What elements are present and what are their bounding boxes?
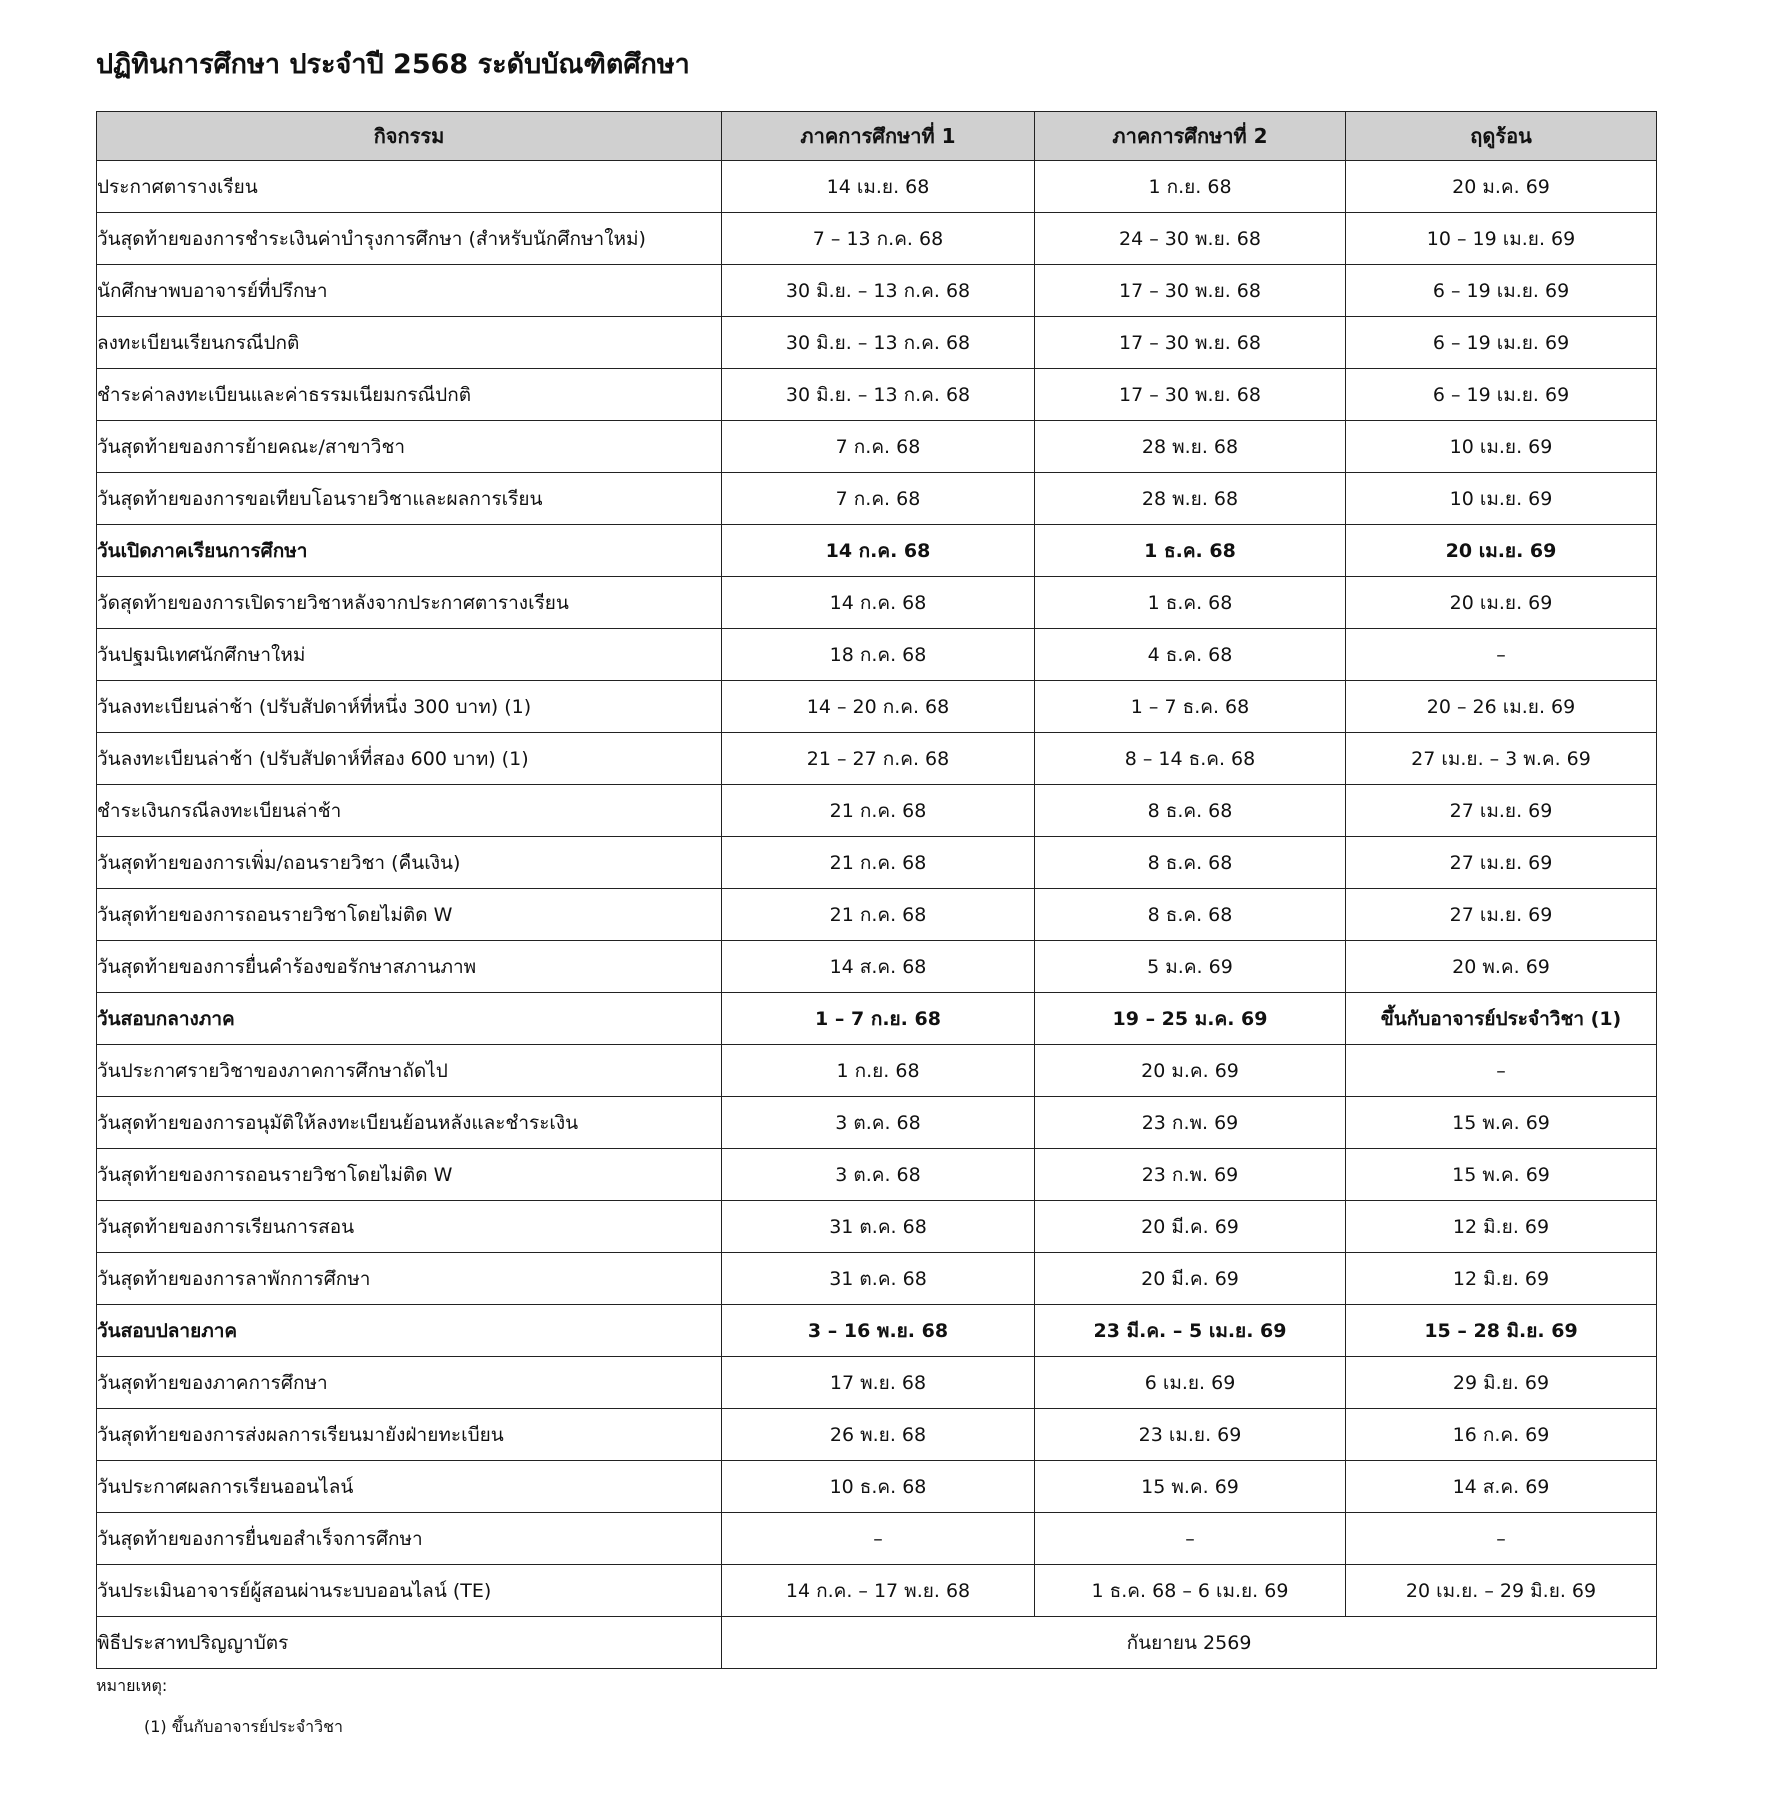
activity-cell: วันสุดท้ายของการส่งผลการเรียนมายังฝ่ายทะเบียน xyxy=(97,1409,722,1461)
semester-1-cell: 21 ก.ค. 68 xyxy=(722,785,1035,837)
table-row xyxy=(97,993,1657,1045)
table-row xyxy=(97,1045,1657,1097)
table-row xyxy=(97,629,1657,681)
column-header-summer: ฤดูร้อน xyxy=(1346,112,1657,161)
activity-cell: วันสุดท้ายของการยื่นขอสำเร็จการศึกษา xyxy=(97,1513,722,1565)
semester-1-cell: 26 พ.ย. 68 xyxy=(722,1409,1035,1461)
summer-cell: 27 เม.ย. – 3 พ.ค. 69 xyxy=(1346,733,1657,785)
summer-cell: 10 เม.ย. 69 xyxy=(1346,473,1657,525)
table-row xyxy=(97,1461,1657,1513)
activity-cell: วันสอบปลายภาค xyxy=(97,1305,722,1357)
semester-2-cell: – xyxy=(1035,1513,1346,1565)
summer-cell: 20 พ.ค. 69 xyxy=(1346,941,1657,993)
table-row xyxy=(97,1409,1657,1461)
semester-1-cell: 14 ก.ค. – 17 พ.ย. 68 xyxy=(722,1565,1035,1617)
semester-2-cell: 1 ธ.ค. 68 xyxy=(1035,525,1346,577)
table-row xyxy=(97,1201,1657,1253)
table-row xyxy=(97,317,1657,369)
table-row xyxy=(97,369,1657,421)
summer-cell: 6 – 19 เม.ย. 69 xyxy=(1346,369,1657,421)
semester-2-cell: 8 ธ.ค. 68 xyxy=(1035,837,1346,889)
summer-cell: 15 พ.ค. 69 xyxy=(1346,1097,1657,1149)
activity-cell: วันสุดท้ายของการย้ายคณะ/สาขาวิชา xyxy=(97,421,722,473)
summer-cell: 20 ม.ค. 69 xyxy=(1346,161,1657,213)
summer-cell: 20 เม.ย. – 29 มิ.ย. 69 xyxy=(1346,1565,1657,1617)
semester-2-cell: 8 ธ.ค. 68 xyxy=(1035,889,1346,941)
summer-cell: – xyxy=(1346,629,1657,681)
table-row xyxy=(97,889,1657,941)
activity-cell: วันประกาศรายวิชาของภาคการศึกษาถัดไป xyxy=(97,1045,722,1097)
semester-1-cell: 30 มิ.ย. – 13 ก.ค. 68 xyxy=(722,317,1035,369)
activity-cell: พิธีประสาทปริญญาบัตร xyxy=(97,1617,722,1669)
summer-cell: 27 เม.ย. 69 xyxy=(1346,889,1657,941)
table-row xyxy=(97,785,1657,837)
semester-1-cell: 7 ก.ค. 68 xyxy=(722,421,1035,473)
activity-cell: วันสุดท้ายของการถอนรายวิชาโดยไม่ติด W xyxy=(97,1149,722,1201)
semester-2-cell: 23 เม.ย. 69 xyxy=(1035,1409,1346,1461)
summer-cell: ขึ้นกับอาจารย์ประจำวิชา (1) xyxy=(1346,993,1657,1045)
column-header-semester-1: ภาคการศึกษาที่ 1 xyxy=(722,112,1035,161)
semester-1-cell: 30 มิ.ย. – 13 ก.ค. 68 xyxy=(722,265,1035,317)
semester-2-cell: 1 – 7 ธ.ค. 68 xyxy=(1035,681,1346,733)
activity-cell: วันสุดท้ายของภาคการศึกษา xyxy=(97,1357,722,1409)
semester-2-cell: 19 – 25 ม.ค. 69 xyxy=(1035,993,1346,1045)
table-row xyxy=(97,213,1657,265)
summer-cell: 6 – 19 เม.ย. 69 xyxy=(1346,265,1657,317)
summer-cell: – xyxy=(1346,1045,1657,1097)
activity-cell: วันสุดท้ายของการยื่นคำร้องขอรักษาสภานภาพ xyxy=(97,941,722,993)
semester-1-cell: 7 ก.ค. 68 xyxy=(722,473,1035,525)
semester-2-cell: 8 ธ.ค. 68 xyxy=(1035,785,1346,837)
table-row xyxy=(97,1513,1657,1565)
summer-cell: 15 พ.ค. 69 xyxy=(1346,1149,1657,1201)
calendar-document xyxy=(96,40,1656,1740)
semester-2-cell: 20 มี.ค. 69 xyxy=(1035,1201,1346,1253)
table-row xyxy=(97,1149,1657,1201)
semester-2-cell: 23 มี.ค. – 5 เม.ย. 69 xyxy=(1035,1305,1346,1357)
activity-cell: วันเปิดภาคเรียนการศึกษา xyxy=(97,525,722,577)
semester-1-cell: 31 ต.ค. 68 xyxy=(722,1253,1035,1305)
graduation-date-cell: กันยายน 2569 xyxy=(722,1617,1657,1669)
semester-1-cell: 17 พ.ย. 68 xyxy=(722,1357,1035,1409)
semester-1-cell: 30 มิ.ย. – 13 ก.ค. 68 xyxy=(722,369,1035,421)
summer-cell: 20 – 26 เม.ย. 69 xyxy=(1346,681,1657,733)
activity-cell: วันสุดท้ายของการชำระเงินค่าบำรุงการศึกษา (สำหรับนักศึกษาใหม่) xyxy=(97,213,722,265)
semester-2-cell: 28 พ.ย. 68 xyxy=(1035,421,1346,473)
activity-cell: วันสุดท้ายของการถอนรายวิชาโดยไม่ติด W xyxy=(97,889,722,941)
table-row xyxy=(97,733,1657,785)
semester-1-cell: 21 ก.ค. 68 xyxy=(722,837,1035,889)
summer-cell: 27 เม.ย. 69 xyxy=(1346,785,1657,837)
semester-2-cell: 23 ก.พ. 69 xyxy=(1035,1149,1346,1201)
summer-cell: 20 เม.ย. 69 xyxy=(1346,577,1657,629)
semester-1-cell: 14 ก.ค. 68 xyxy=(722,577,1035,629)
table-row xyxy=(97,577,1657,629)
summer-cell: 20 เม.ย. 69 xyxy=(1346,525,1657,577)
table-header-row xyxy=(97,112,1657,161)
activity-cell: ชำระค่าลงทะเบียนและค่าธรรมเนียมกรณีปกติ xyxy=(97,369,722,421)
semester-1-cell: 7 – 13 ก.ค. 68 xyxy=(722,213,1035,265)
table-row xyxy=(97,1305,1657,1357)
semester-1-cell: 3 ต.ค. 68 xyxy=(722,1149,1035,1201)
notes-label: หมายเหตุ: xyxy=(96,1676,168,1695)
activity-cell: วันประกาศผลการเรียนออนไลน์ xyxy=(97,1461,722,1513)
semester-1-cell: – xyxy=(722,1513,1035,1565)
semester-1-cell: 10 ธ.ค. 68 xyxy=(722,1461,1035,1513)
semester-1-cell: 31 ต.ค. 68 xyxy=(722,1201,1035,1253)
table-row-graduation xyxy=(97,1617,1657,1669)
semester-2-cell: 1 ธ.ค. 68 – 6 เม.ย. 69 xyxy=(1035,1565,1346,1617)
activity-cell: วันสุดท้ายของการลาพักการศึกษา xyxy=(97,1253,722,1305)
semester-2-cell: 4 ธ.ค. 68 xyxy=(1035,629,1346,681)
activity-cell: วันสุดท้ายของการเรียนการสอน xyxy=(97,1201,722,1253)
table-row xyxy=(97,1565,1657,1617)
summer-cell: 12 มิ.ย. 69 xyxy=(1346,1253,1657,1305)
note-item: (1) ขึ้นกับอาจารย์ประจำวิชา xyxy=(144,1717,343,1736)
notes-section xyxy=(96,1675,1656,1740)
table-row xyxy=(97,473,1657,525)
semester-2-cell: 15 พ.ค. 69 xyxy=(1035,1461,1346,1513)
activity-cell: วันสอบกลางภาค xyxy=(97,993,722,1045)
activity-cell: วันสุดท้ายของการขอเทียบโอนรายวิชาและผลการเรียน xyxy=(97,473,722,525)
activity-cell: วันลงทะเบียนล่าช้า (ปรับสัปดาห์ที่สอง 600 บาท) (1) xyxy=(97,733,722,785)
semester-2-cell: 23 ก.พ. 69 xyxy=(1035,1097,1346,1149)
summer-cell: 15 – 28 มิ.ย. 69 xyxy=(1346,1305,1657,1357)
semester-1-cell: 21 – 27 ก.ค. 68 xyxy=(722,733,1035,785)
semester-1-cell: 21 ก.ค. 68 xyxy=(722,889,1035,941)
semester-2-cell: 20 ม.ค. 69 xyxy=(1035,1045,1346,1097)
summer-cell: 16 ก.ค. 69 xyxy=(1346,1409,1657,1461)
summer-cell: 6 – 19 เม.ย. 69 xyxy=(1346,317,1657,369)
table-row xyxy=(97,681,1657,733)
semester-2-cell: 6 เม.ย. 69 xyxy=(1035,1357,1346,1409)
table-row xyxy=(97,421,1657,473)
semester-2-cell: 17 – 30 พ.ย. 68 xyxy=(1035,317,1346,369)
summer-cell: – xyxy=(1346,1513,1657,1565)
semester-2-cell: 28 พ.ย. 68 xyxy=(1035,473,1346,525)
activity-cell: วันลงทะเบียนล่าช้า (ปรับสัปดาห์ที่หนึ่ง 300 บาท) (1) xyxy=(97,681,722,733)
summer-cell: 10 – 19 เม.ย. 69 xyxy=(1346,213,1657,265)
column-header-activity: กิจกรรม xyxy=(97,112,722,161)
activity-cell: วัดสุดท้ายของการเปิดรายวิชาหลังจากประกาศตารางเรียน xyxy=(97,577,722,629)
semester-2-cell: 24 – 30 พ.ย. 68 xyxy=(1035,213,1346,265)
page-title: ปฏิทินการศึกษา ประจำปี 2568 ระดับบัณฑิตศึกษา xyxy=(96,49,690,80)
table-row xyxy=(97,1357,1657,1409)
table-row xyxy=(97,1253,1657,1305)
semester-2-cell: 8 – 14 ธ.ค. 68 xyxy=(1035,733,1346,785)
semester-1-cell: 1 ก.ย. 68 xyxy=(722,1045,1035,1097)
semester-2-cell: 17 – 30 พ.ย. 68 xyxy=(1035,265,1346,317)
semester-2-cell: 5 ม.ค. 69 xyxy=(1035,941,1346,993)
semester-1-cell: 14 ก.ค. 68 xyxy=(722,525,1035,577)
summer-cell: 12 มิ.ย. 69 xyxy=(1346,1201,1657,1253)
activity-cell: วันสุดท้ายของการอนุมัติให้ลงทะเบียนย้อนหลังและชำระเงิน xyxy=(97,1097,722,1149)
semester-2-cell: 1 ธ.ค. 68 xyxy=(1035,577,1346,629)
table-row xyxy=(97,941,1657,993)
semester-1-cell: 1 – 7 ก.ย. 68 xyxy=(722,993,1035,1045)
semester-1-cell: 14 เม.ย. 68 xyxy=(722,161,1035,213)
summer-cell: 10 เม.ย. 69 xyxy=(1346,421,1657,473)
table-row xyxy=(97,161,1657,213)
table-body xyxy=(97,161,1657,1669)
summer-cell: 27 เม.ย. 69 xyxy=(1346,837,1657,889)
table-row xyxy=(97,837,1657,889)
activity-cell: วันประเมินอาจารย์ผู้สอนผ่านระบบออนไลน์ (TE) xyxy=(97,1565,722,1617)
semester-1-cell: 3 – 16 พ.ย. 68 xyxy=(722,1305,1035,1357)
table-row xyxy=(97,1097,1657,1149)
table-row xyxy=(97,265,1657,317)
activity-cell: ลงทะเบียนเรียนกรณีปกติ xyxy=(97,317,722,369)
activity-cell: วันปฐมนิเทศนักศึกษาใหม่ xyxy=(97,629,722,681)
semester-1-cell: 18 ก.ค. 68 xyxy=(722,629,1035,681)
semester-2-cell: 1 ก.ย. 68 xyxy=(1035,161,1346,213)
activity-cell: นักศึกษาพบอาจารย์ที่ปรึกษา xyxy=(97,265,722,317)
semester-1-cell: 14 – 20 ก.ค. 68 xyxy=(722,681,1035,733)
summer-cell: 29 มิ.ย. 69 xyxy=(1346,1357,1657,1409)
semester-1-cell: 14 ส.ค. 68 xyxy=(722,941,1035,993)
semester-2-cell: 17 – 30 พ.ย. 68 xyxy=(1035,369,1346,421)
activity-cell: ประกาศตารางเรียน xyxy=(97,161,722,213)
summer-cell: 14 ส.ค. 69 xyxy=(1346,1461,1657,1513)
semester-2-cell: 20 มี.ค. 69 xyxy=(1035,1253,1346,1305)
activity-cell: วันสุดท้ายของการเพิ่ม/ถอนรายวิชา (คืนเงิน) xyxy=(97,837,722,889)
column-header-semester-2: ภาคการศึกษาที่ 2 xyxy=(1035,112,1346,161)
table-row xyxy=(97,525,1657,577)
academic-calendar-table xyxy=(96,111,1657,1669)
activity-cell: ชำระเงินกรณีลงทะเบียนล่าช้า xyxy=(97,785,722,837)
semester-1-cell: 3 ต.ค. 68 xyxy=(722,1097,1035,1149)
